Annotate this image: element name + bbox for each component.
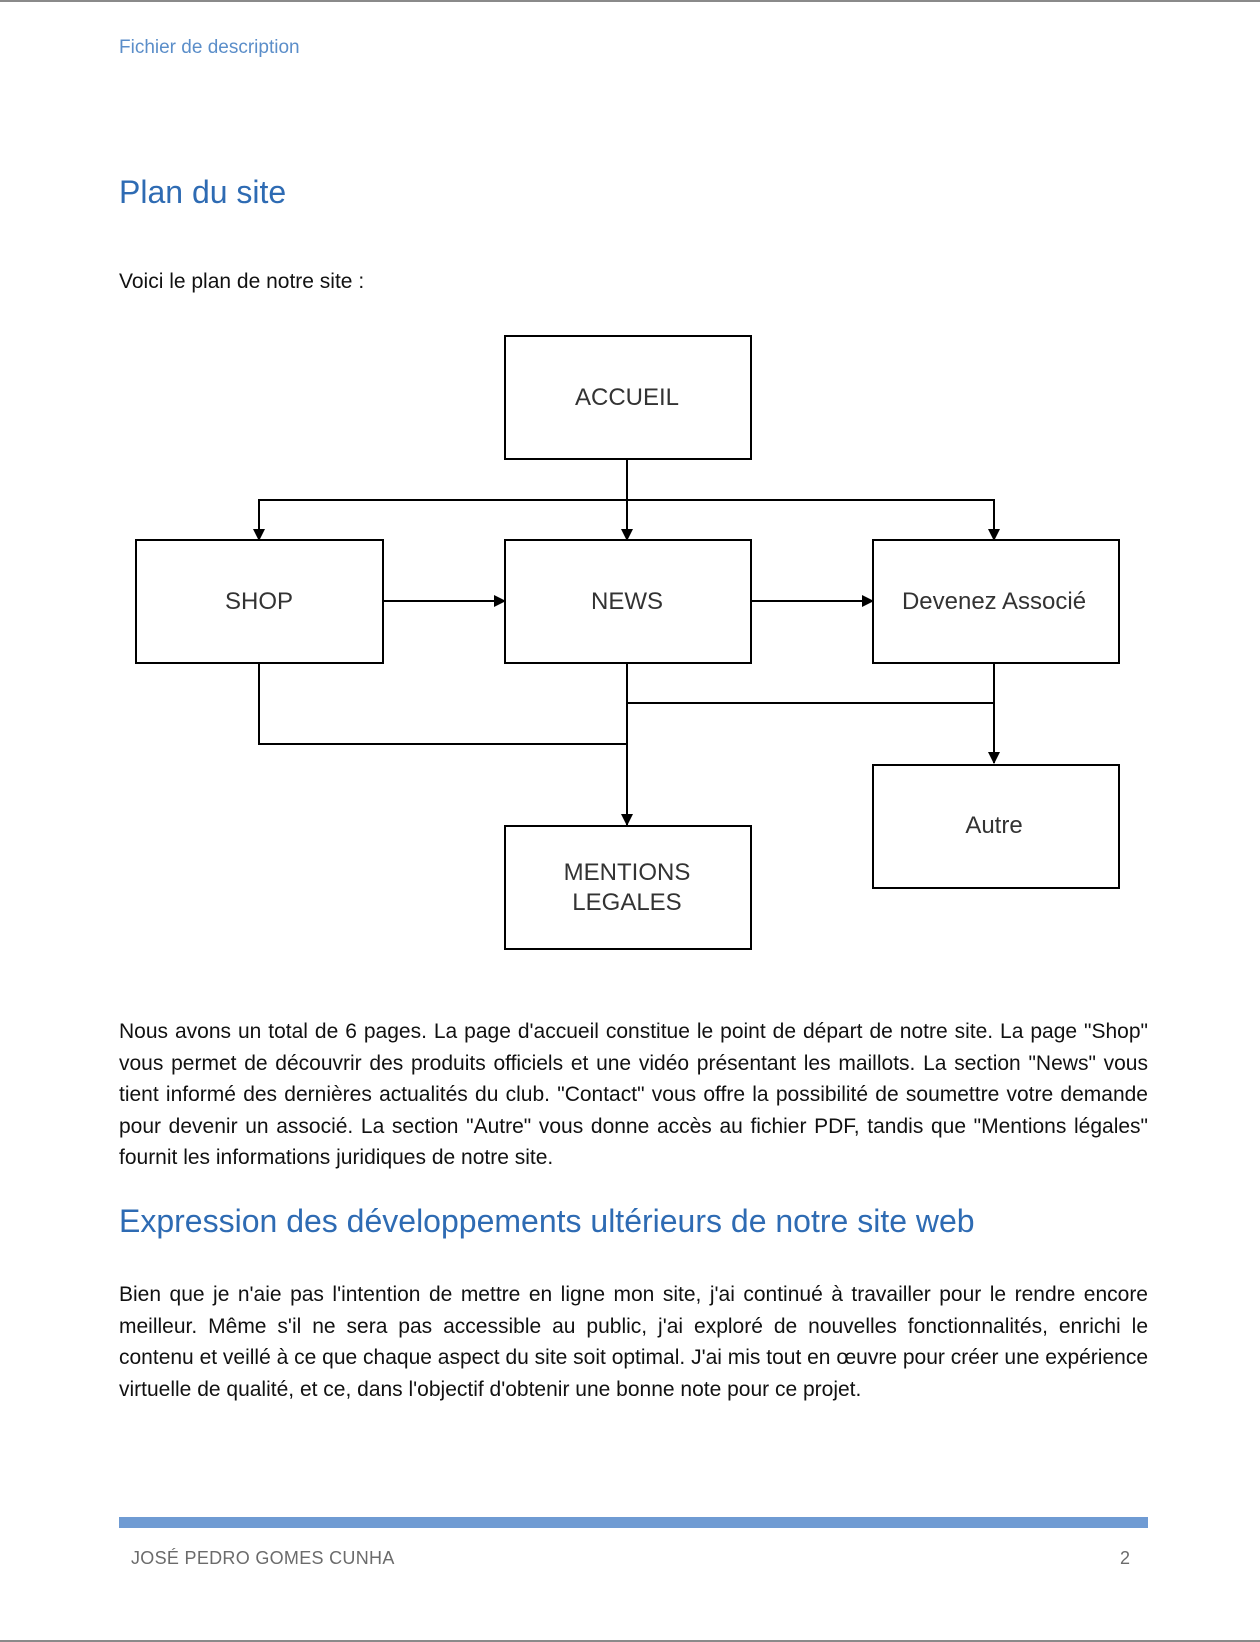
running-header: Fichier de description: [119, 37, 300, 58]
section-title-developments: Expression des développements ultérieurs de notre site web: [119, 1203, 975, 1239]
footer-author: JOSÉ PEDRO GOMES CUNHA: [131, 1548, 395, 1568]
node-mentions-label-line1: MENTIONS: [563, 859, 691, 886]
node-shop-label: SHOP: [224, 588, 294, 615]
intro-text: Voici le plan de notre site :: [119, 270, 365, 293]
node-mentions-label-line2: LEGALES: [572, 889, 682, 916]
site-map-description: Nous avons un total de 6 pages. La page d'accueil constitue le point de départ de notre site. La page "Shop" vous permet de découvrir des produits officiels et une vidéo présentant les maillots. La section "News" vous tient informé des dernières actualités du club. "Contact" vous offre la possibilité de soumettre votre demande pour devenir un associé. La section "Autre" vous donne accès au fichier PDF, tandis que "Mentions légales" fournit les informations juridiques de notre site.: [119, 1020, 1148, 1169]
developments-paragraph: Bien que je n'aie pas l'intention de mettre en ligne mon site, j'ai continué à travailler pour le rendre encore meilleur. Même s'il ne sera pas accessible au public, j'ai exploré de nouvelles fonctionnalités, enrichi le contenu et veillé à ce que chaque aspect du site soit optimal. J'ai mis tout en œuvre pour créer une expérience virtuelle de qualité, et ce, dans l'objectif d'obtenir une bonne note pour ce projet.: [119, 1283, 1148, 1401]
node-accueil-label: ACCUEIL: [574, 384, 680, 411]
node-mentions-box: [505, 826, 751, 949]
section-title-plan: Plan du site: [119, 174, 287, 210]
connector-shop-mentions: [259, 663, 627, 744]
footer-rule: [119, 1517, 1148, 1528]
node-associe-label: Devenez Associé: [901, 588, 1087, 615]
node-autre-label: Autre: [965, 812, 1023, 839]
node-news-label: NEWS: [591, 588, 663, 615]
page-number: 2: [1120, 1548, 1131, 1568]
site-map-diagram: [0, 2, 1260, 1002]
